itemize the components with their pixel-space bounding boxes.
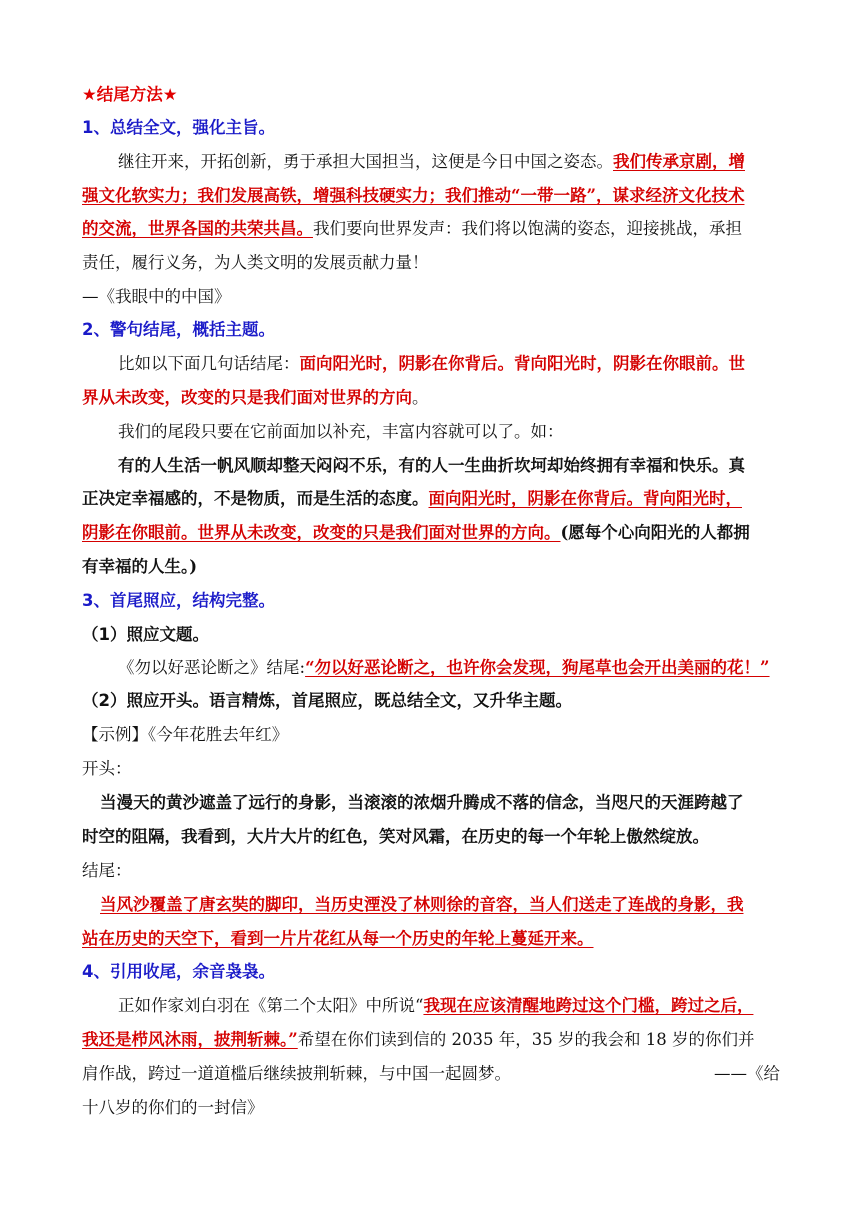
section-3-subheading-2: （2）照应开头。语言精炼，首尾照应，既总结全文，又升华主题。: [82, 691, 572, 710]
section-3-example-1: 《勿以好恶论断之》结尾:“勿以好恶论断之，也许你会发现，狗尾草也会开出美丽的花！”: [118, 658, 770, 677]
closing-line-1: 当风沙覆盖了唐玄奘的脚印，当历史湮没了林则徐的音容，当人们送走了连战的身影，我: [100, 895, 744, 914]
section-1-paragraph-line-3: 的交流，世界各国的共荣共昌。我们要向世界发声：我们将以饱满的姿态，迎接挑战，承担: [82, 219, 742, 238]
page-title: ★结尾方法★: [82, 85, 178, 104]
section-1-source: —《我眼中的中国》: [82, 287, 231, 306]
section-2-paragraph-2: 我们的尾段只要在它前面加以补充，丰富内容就可以了。如：: [118, 422, 564, 441]
section-1-title: 1、总结全文，强化主旨。: [82, 118, 275, 137]
section-2-paragraph-3-line-1: 有的人生活一帆风顺却整天闷闷不乐，有的人一生曲折坎坷却始终拥有幸福和快乐。真: [118, 456, 745, 475]
section-2-paragraph-3-line-3: 阴影在你眼前。世界从未改变，改变的只是我们面对世界的方向。(愿每个心向阳光的人都拥: [82, 523, 750, 542]
section-1-paragraph-line-4: 责任，履行义务，为人类文明的发展贡献力量！: [82, 253, 429, 272]
opening-line-2: 时空的阻隔，我看到，大片大片的红色，笑对风霜，在历史的每一个年轮上傲然绽放。: [82, 827, 709, 846]
section-4-title: 4、引用收尾，余音袅袅。: [82, 962, 275, 981]
section-2-paragraph-1-line-1: 比如以下面几句话结尾：面向阳光时，阴影在你背后。背向阳光时，阴影在你眼前。世: [118, 354, 745, 373]
section-2-paragraph-1-line-2: 界从未改变，改变的只是我们面对世界的方向。: [82, 388, 429, 407]
section-3-subheading-1: （1）照应文题。: [82, 625, 209, 644]
opening-label: 开头：: [82, 759, 132, 778]
section-4-source-end: 十八岁的你们的一封信》: [82, 1098, 264, 1117]
section-2-title: 2、警句结尾，概括主题。: [82, 320, 275, 339]
section-3-example-title: 【示例】《今年花胜去年红》: [82, 725, 289, 744]
opening-line-1: 当漫天的黄沙遮盖了远行的身影，当滚滚的浓烟升腾成不落的信念，当咫尺的天涯跨越了: [100, 793, 744, 812]
section-4-source-start: ——《给: [714, 1064, 780, 1083]
section-1-paragraph-line-2: 强文化软实力；我们发展高铁，增强科技硬实力；我们推动“一带一路”，谋求经济文化技术: [82, 186, 745, 205]
section-2-paragraph-3-line-4: 有幸福的人生。): [82, 557, 198, 576]
section-4-paragraph-line-2: 我还是栉风沐雨，披荆斩棘。”希望在你们读到信的 2035 年，35 岁的我会和 18 岁的你们并: [82, 1030, 755, 1049]
section-4-paragraph-line-1: 正如作家刘白羽在《第二个太阳》中所说“我现在应该清醒地跨过这个门槛，跨过之后，: [118, 996, 754, 1015]
section-2-paragraph-3-line-2: 正决定幸福感的，不是物质，而是生活的态度。面向阳光时，阴影在你背后。背向阳光时，: [82, 489, 742, 508]
closing-line-2: 站在历史的天空下，看到一片片花红从每一个历史的年轮上蔓延开来。: [82, 929, 594, 948]
closing-label: 结尾：: [82, 861, 132, 880]
section-4-paragraph-line-3: 肩作战，跨过一道道槛后继续披荆斩棘，与中国一起圆梦。: [82, 1064, 511, 1083]
section-1-paragraph-line-1: 继往开来，开拓创新，勇于承担大国担当，这便是今日中国之姿态。我们传承京剧，增: [118, 152, 745, 171]
section-3-title: 3、首尾照应，结构完整。: [82, 591, 275, 610]
